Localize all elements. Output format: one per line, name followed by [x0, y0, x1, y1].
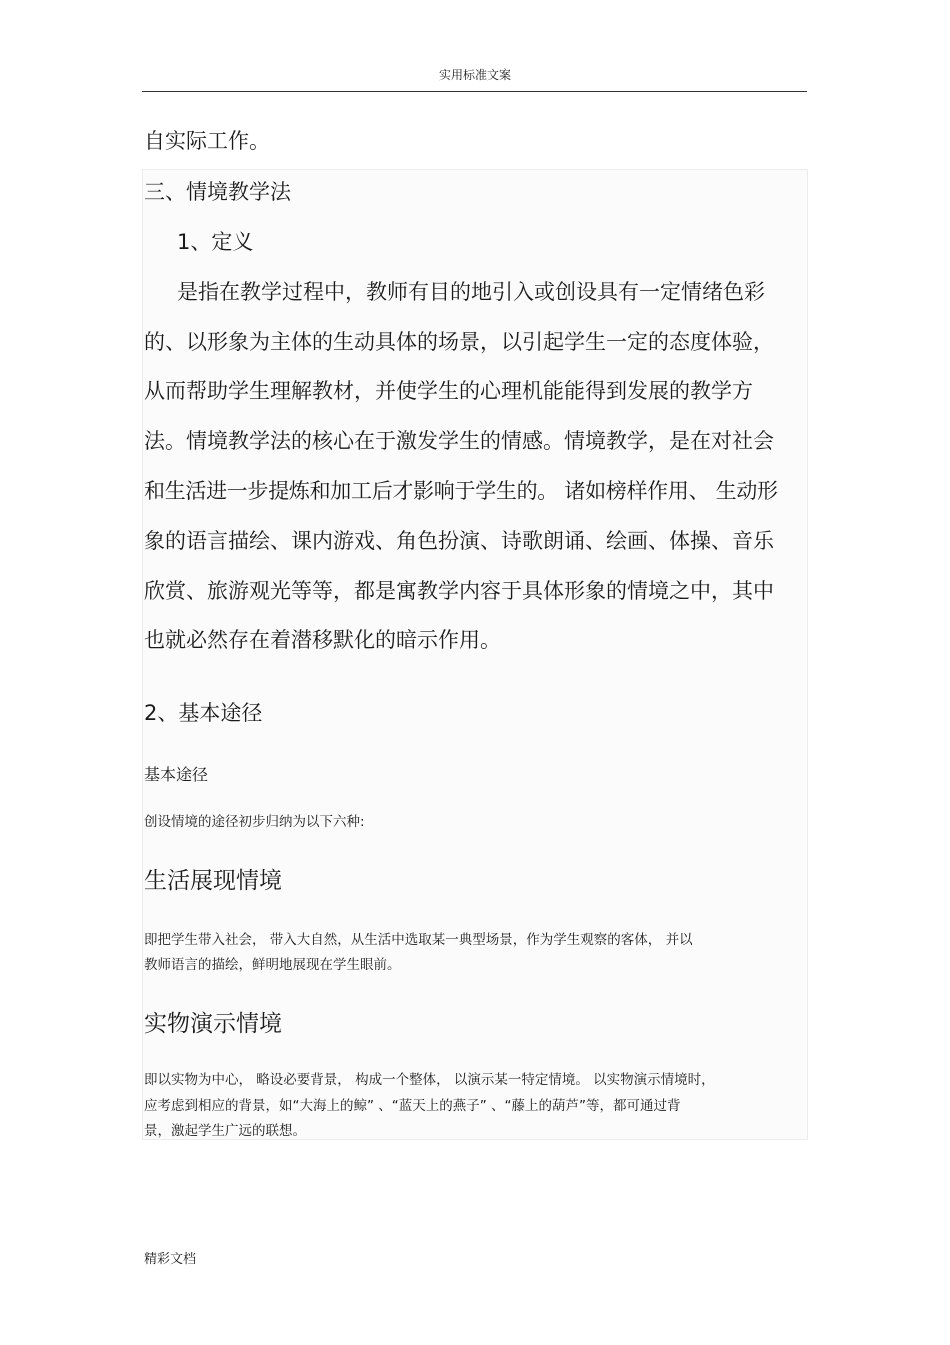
subsection-definition: 1、定义 — [177, 230, 254, 254]
subsection-basic-approach: 2、基本途径 — [144, 701, 263, 725]
item-text-line: 景，激起学生广远的联想。 — [144, 1123, 306, 1139]
paragraph-line: 象的语言描绘、课内游戏、角色扮演、诗歌朗诵、绘画、体操、音乐 — [144, 529, 774, 553]
approach-intro: 创设情境的途径初步归纳为以下六种: — [144, 814, 365, 830]
item-title: 实物演示情境 — [144, 1011, 282, 1037]
paragraph-line: 和生活进一步提炼和加工后才影响于学生的。 诸如榜样作用、 生动形 — [144, 479, 778, 503]
item-text-line: 即以实物为中心， 略设必要背景， 构成一个整体， 以演示某一特定情境。 以实物演示情境时， — [144, 1072, 715, 1088]
content-panel — [142, 169, 808, 1140]
basic-approach-label: 基本途径 — [144, 765, 209, 784]
paragraph-line: 欣赏、旅游观光等等，都是寓教学内容于具体形象的情境之中，其中 — [144, 579, 774, 603]
paragraph-line: 法。情境教学法的核心在于激发学生的情感。情境教学，是在对社会 — [144, 429, 774, 453]
item-text-line: 教师语言的描绘，鲜明地展现在学生眼前。 — [144, 957, 401, 973]
section-heading: 三、情境教学法 — [144, 180, 291, 204]
item-title: 生活展现情境 — [144, 868, 282, 894]
paragraph-line: 从而帮助学生理解教材，并使学生的心理机能能得到发展的教学方 — [144, 379, 753, 403]
paragraph-line: 的、以形象为主体的生动具体的场景，以引起学生一定的态度体验， — [144, 330, 774, 354]
page-header-title: 实用标准文案 — [438, 68, 511, 82]
intro-line: 自实际工作。 — [144, 129, 270, 153]
page-footer: 精彩文档 — [144, 1252, 197, 1267]
paragraph-line: 也就必然存在着潜移默化的暗示作用。 — [144, 628, 501, 652]
header-divider — [142, 91, 807, 92]
paragraph-line: 是指在教学过程中，教师有目的地引入或创设具有一定情绪色彩 — [177, 280, 765, 304]
item-text-line: 即把学生带入社会， 带入大自然，从生活中选取某一典型场景，作为学生观察的客体， 并以 — [144, 932, 693, 948]
item-text-line: 应考虑到相应的背景，如“大海上的鲸” 、“蓝天上的燕子” 、“藤上的葫芦”等，都可通过背 — [144, 1098, 681, 1114]
